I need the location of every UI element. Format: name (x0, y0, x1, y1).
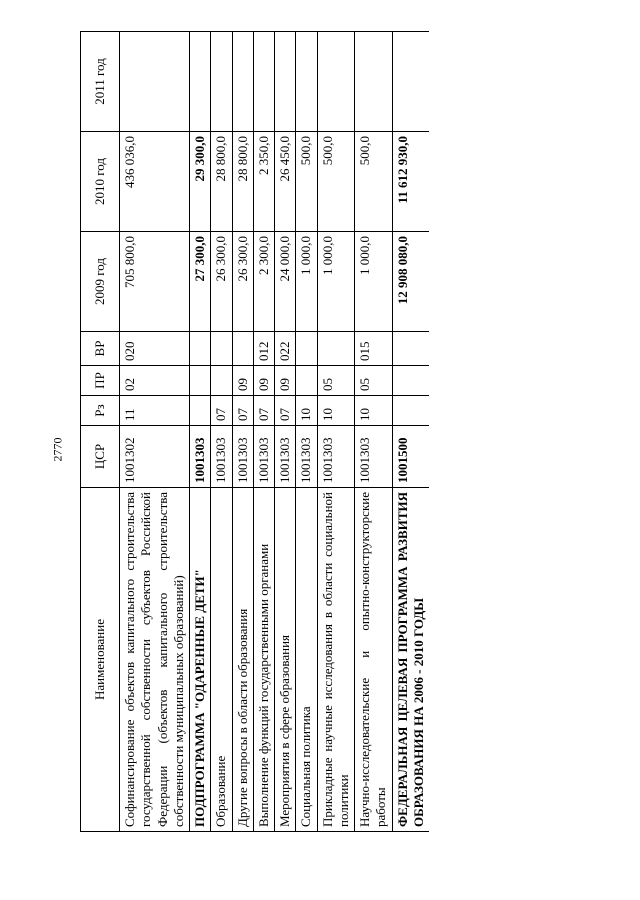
budget-table (80, 31, 429, 832)
row-name: Научно-исследовательские и опытно-конструкторские работы (355, 488, 393, 832)
header-2009: 2009 год (81, 232, 120, 332)
table-row (232, 32, 253, 832)
row-csr: 1001303 (317, 426, 355, 488)
row-2011 (253, 32, 274, 132)
row-2010: 28 800,0 (232, 132, 253, 232)
row-rz: 10 (355, 396, 393, 426)
row-2009: 27 300,0 (190, 232, 211, 332)
row-2011 (211, 32, 232, 132)
row-csr: 1001303 (296, 426, 317, 488)
row-rz: 11 (120, 396, 190, 426)
header-name: Наименование (81, 488, 120, 832)
row-2010: 500,0 (317, 132, 355, 232)
row-name: Образование (211, 488, 232, 832)
row-rz: 07 (211, 396, 232, 426)
table-row (296, 32, 317, 832)
row-2009: 705 800,0 (120, 232, 190, 332)
row-name: Социальная политика (296, 488, 317, 832)
row-vr (211, 332, 232, 366)
row-pr: 05 (355, 366, 393, 396)
row-rz (190, 396, 211, 426)
row-vr (317, 332, 355, 366)
row-pr: 09 (232, 366, 253, 396)
header-2011: 2011 год (81, 32, 120, 132)
row-2010: 26 450,0 (275, 132, 296, 232)
row-vr (392, 332, 429, 366)
header-rz: Рз (81, 396, 120, 426)
row-name: Мероприятия в сфере образования (275, 488, 296, 832)
row-2011 (232, 32, 253, 132)
row-pr (211, 366, 232, 396)
row-2011 (190, 32, 211, 132)
table-row (120, 32, 190, 832)
row-csr: 1001303 (211, 426, 232, 488)
table-row (253, 32, 274, 832)
row-2009: 1 000,0 (317, 232, 355, 332)
row-rz: 07 (275, 396, 296, 426)
row-vr: 020 (120, 332, 190, 366)
row-csr: 1001303 (253, 426, 274, 488)
row-2010: 436 036,0 (120, 132, 190, 232)
row-csr: 1001302 (120, 426, 190, 488)
row-vr: 015 (355, 332, 393, 366)
header-vr: ВР (81, 332, 120, 366)
row-name: Софинансирование объектов капитального строительства государственной собственности субъектов Российской Федерации (объектов капитального строительства собственности муниципальных образований) (120, 488, 190, 832)
row-rz: 07 (232, 396, 253, 426)
row-pr: 05 (317, 366, 355, 396)
row-pr (296, 366, 317, 396)
row-2009: 1 000,0 (355, 232, 393, 332)
row-pr (392, 366, 429, 396)
row-2010: 500,0 (296, 132, 317, 232)
row-vr: 022 (275, 332, 296, 366)
row-vr (190, 332, 211, 366)
row-name: Выполнение функций государственными органами (253, 488, 274, 832)
table-header-row (81, 32, 120, 832)
header-pr: ПР (81, 366, 120, 396)
row-2011 (120, 32, 190, 132)
row-2011 (355, 32, 393, 132)
row-rz (392, 396, 429, 426)
table-row (317, 32, 355, 832)
row-2009: 26 300,0 (211, 232, 232, 332)
row-name: Прикладные научные исследования в области социальной политики (317, 488, 355, 832)
row-2011 (392, 32, 429, 132)
row-2011 (296, 32, 317, 132)
table-row (275, 32, 296, 832)
row-rz: 07 (253, 396, 274, 426)
row-2010: 500,0 (355, 132, 393, 232)
row-2010: 2 350,0 (253, 132, 274, 232)
row-2009: 12 908 080,0 (392, 232, 429, 332)
table-row (392, 32, 429, 832)
row-2010: 11 612 930,0 (392, 132, 429, 232)
row-name: Другие вопросы в области образования (232, 488, 253, 832)
row-rz: 10 (317, 396, 355, 426)
row-2009: 1 000,0 (296, 232, 317, 332)
header-2010: 2010 год (81, 132, 120, 232)
row-2010: 28 800,0 (211, 132, 232, 232)
row-2011 (317, 32, 355, 132)
budget-table-container (80, 32, 580, 832)
row-vr (296, 332, 317, 366)
row-csr: 1001303 (275, 426, 296, 488)
row-vr: 012 (253, 332, 274, 366)
row-pr: 09 (275, 366, 296, 396)
row-2011 (275, 32, 296, 132)
row-name: ФЕДЕРАЛЬНАЯ ЦЕЛЕВАЯ ПРОГРАММА РАЗВИТИЯ ОБРАЗОВАНИЯ НА 2006 - 2010 ГОДЫ (392, 488, 429, 832)
row-vr (232, 332, 253, 366)
row-2010: 29 300,0 (190, 132, 211, 232)
table-row (190, 32, 211, 832)
header-csr: ЦСР (81, 426, 120, 488)
row-pr: 02 (120, 366, 190, 396)
row-csr: 1001303 (190, 426, 211, 488)
row-csr: 1001500 (392, 426, 429, 488)
row-2009: 24 000,0 (275, 232, 296, 332)
row-pr (190, 366, 211, 396)
page-number: 2770 (50, 437, 65, 462)
row-2009: 26 300,0 (232, 232, 253, 332)
row-csr: 1001303 (355, 426, 393, 488)
row-csr: 1001303 (232, 426, 253, 488)
table-row (355, 32, 393, 832)
row-name: ПОДПРОГРАММА "ОДАРЕННЫЕ ДЕТИ" (190, 488, 211, 832)
table-row (211, 32, 232, 832)
row-pr: 09 (253, 366, 274, 396)
row-rz: 10 (296, 396, 317, 426)
row-2009: 2 300,0 (253, 232, 274, 332)
